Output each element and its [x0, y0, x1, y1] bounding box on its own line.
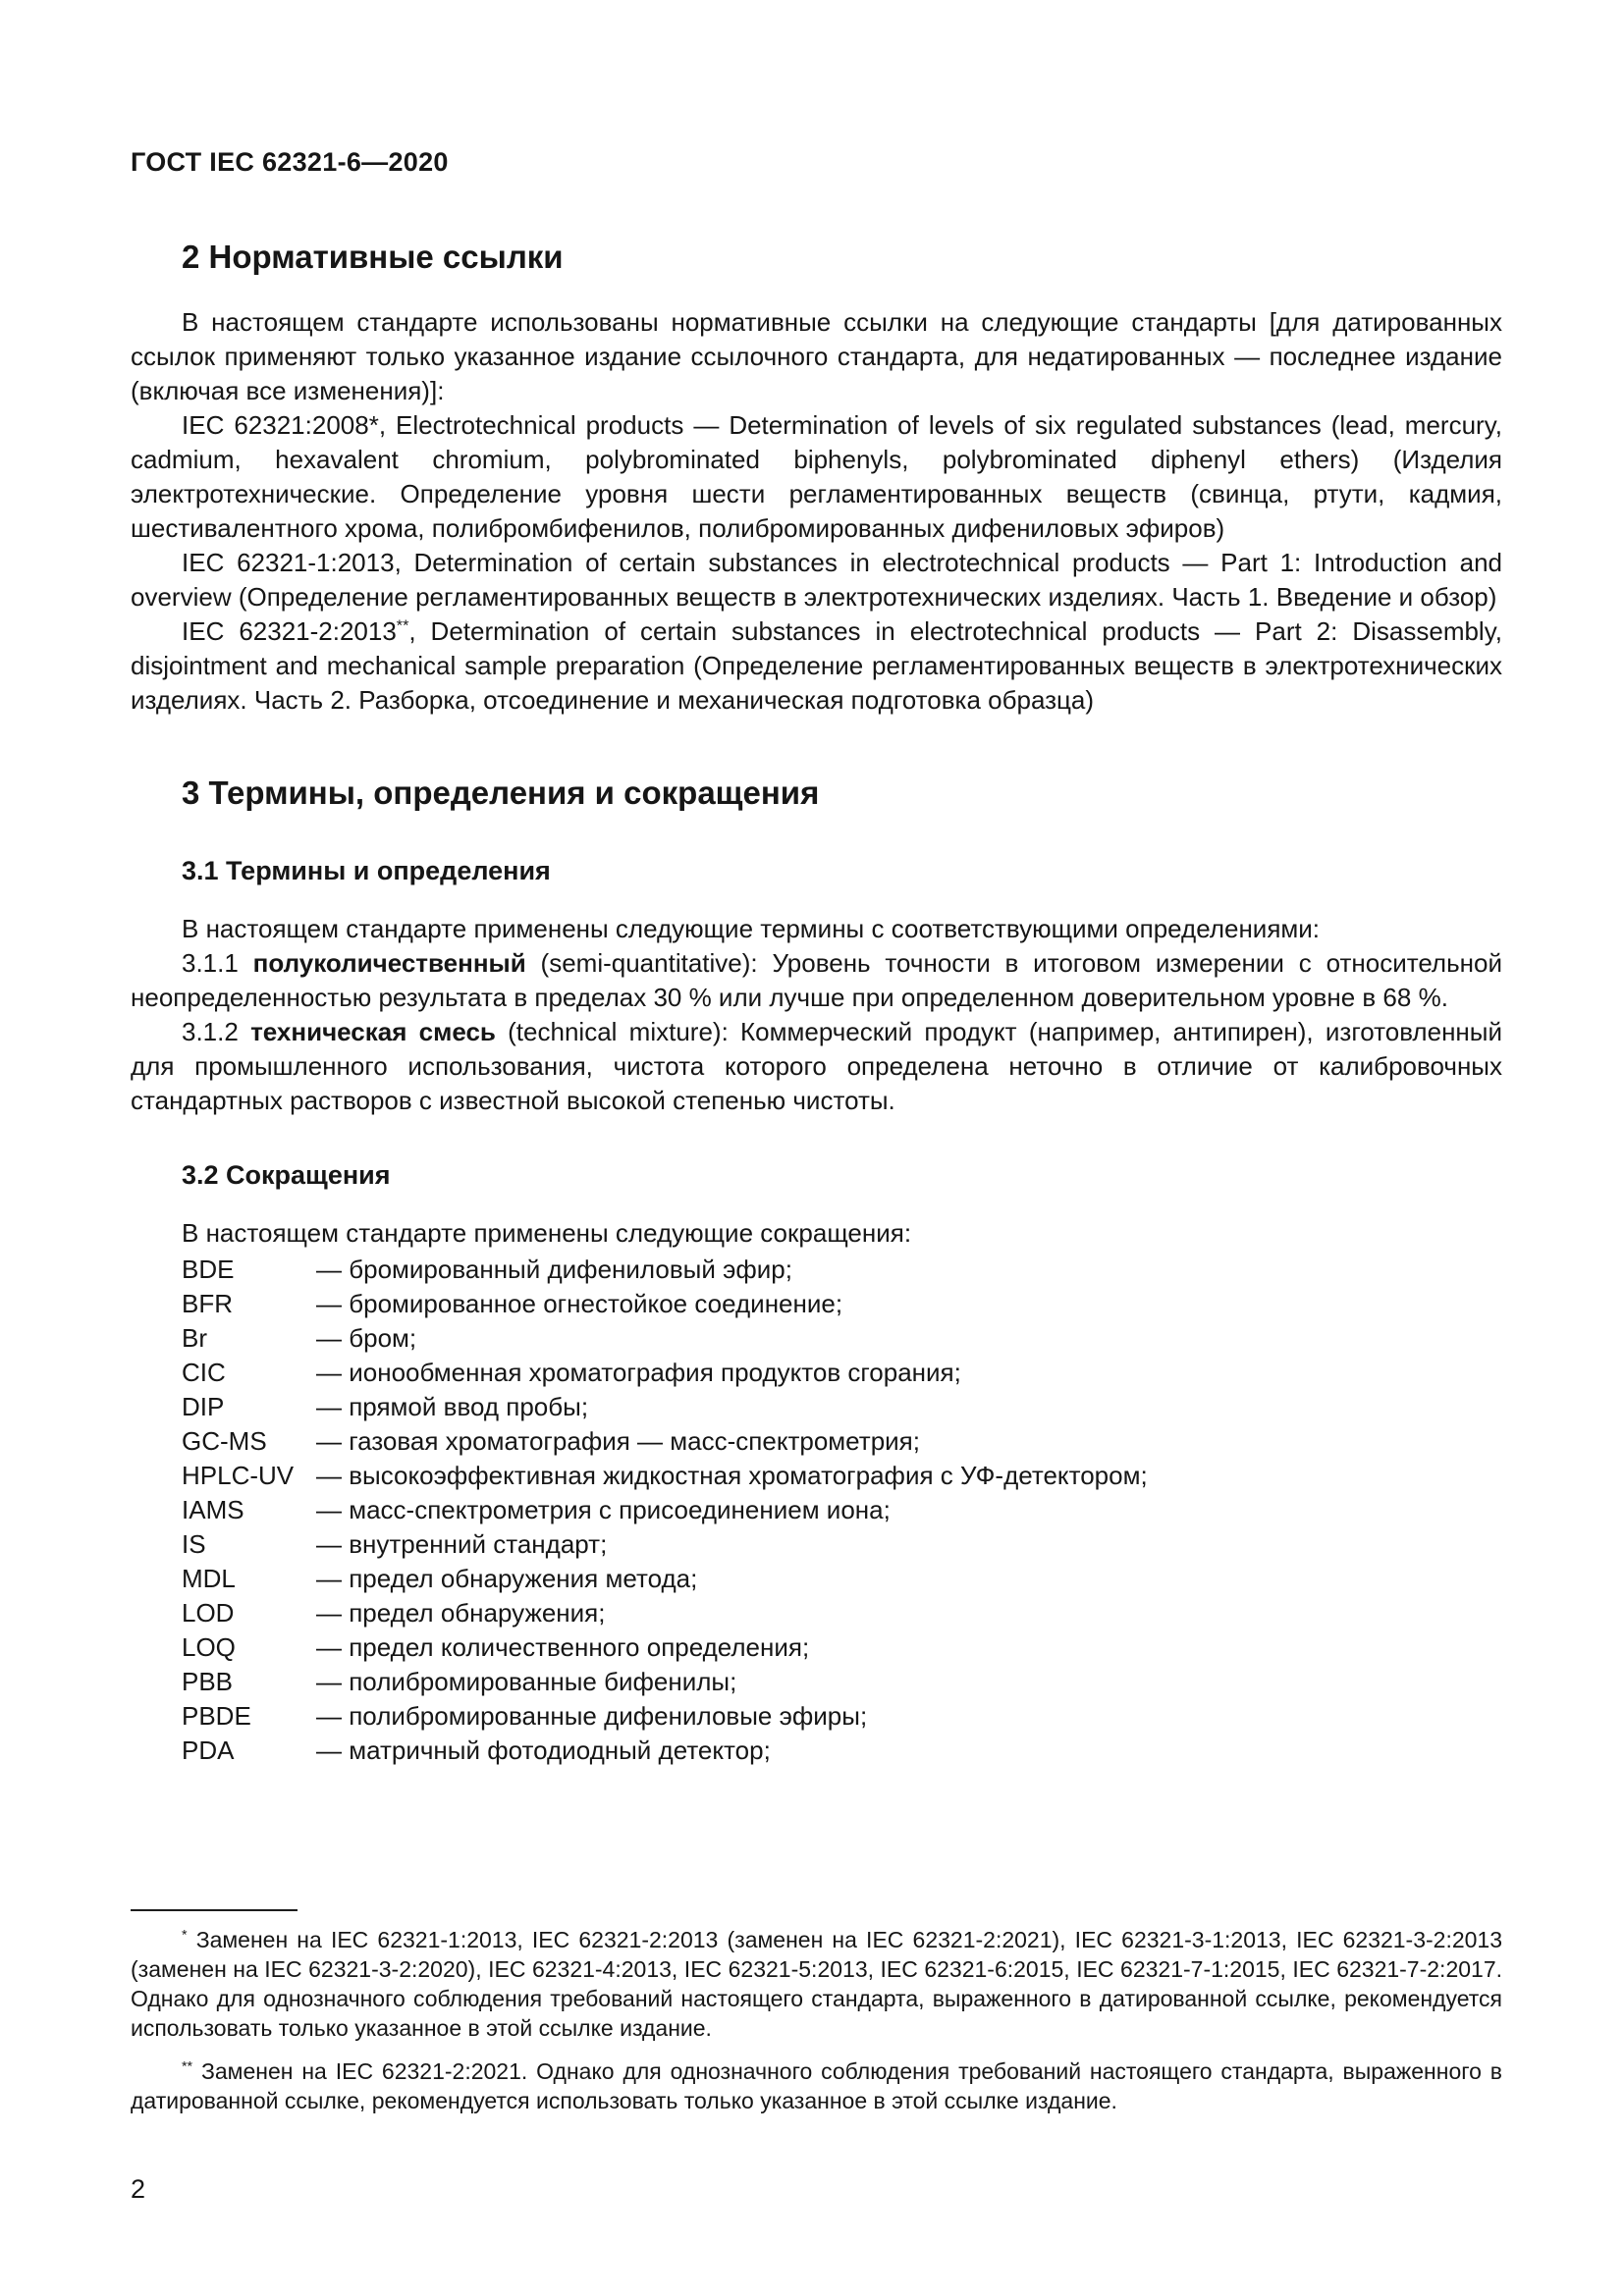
reference-rest: , Determination of certain substances in electrotechnical products — Part 2: Disassembly, disjointment and mechanical sample preparation (Определение регламентированных веществ в электротехнических изделиях. Часть 2. Разборка, отсоединение и механическая подготовка образца) [131, 616, 1503, 715]
abbreviation-code: GC-MS [182, 1426, 267, 1456]
abbreviation-row-pbb [131, 1665, 1502, 1699]
section-3-2-heading: 3.2 Сокращения [182, 1160, 391, 1190]
abbreviation-definition: — высокоэффективная жидкостная хроматография с УФ-детектором; [316, 1461, 1148, 1490]
abbreviation-code: BDE [182, 1255, 235, 1284]
abbreviation-code: CIC [182, 1358, 226, 1387]
footnote-1-text: Заменен на IEC 62321-1:2013, IEC 62321-2:2013 (заменен на IEC 62321-2:2021), IEC 62321-3-1:2013, IEC 62321-3-2:2013 (заменен на IEC 62321-3-2:2020), IEC 62321-4:2013, IEC 62321-5:2013, IEC 62321-6:2015, IEC 62321-7-1:2015, IEC 62321-7-2:2017. Однако для однозначного соблюдения требований настоящего стандарта, выраженного в датированной ссылке, рекомендуется использовать только указанное в этой ссылке издание. [131, 1927, 1503, 2041]
abbreviation-code: PBDE [182, 1701, 251, 1731]
reference-iec-62321-2008: IEC 62321:2008*, Electrotechnical products — Determination of levels of six regulated substances (lead, mercury, cadmium, hexavalent chromium, polybrominated biphenyls, polybrominated diphenyl ethers) (Изделия электротехнические. Определение уровня шести регламентированных веществ (свинца, ртути, кадмия, шестивалентного хрома, полибромбифенилов, полибромированных дифениловых эфиров) [131, 410, 1502, 543]
reference-lead: IEC 62321-2:2013 [182, 616, 397, 646]
term-text: (technical mixture): Коммерческий продукт (например, антипирен), изготовленный для промышленного использования, чистота которого определена неточно в отличие от калибровочных стандартных растворов с известной высокой степенью чистоты. [131, 1017, 1502, 1115]
abbreviation-definition: — матричный фотодиодный детектор; [316, 1735, 771, 1765]
abbreviation-definition: — газовая хроматография — масс-спектрометрия; [316, 1426, 920, 1456]
abbreviation-row-cic [131, 1356, 1502, 1390]
abbreviation-row-pda [131, 1734, 1502, 1768]
term-definition-3-1-1 [131, 946, 1502, 1015]
abbreviation-row-pbde [131, 1699, 1502, 1734]
abbreviation-definition: — полибромированные дифениловые эфиры; [316, 1701, 868, 1731]
page-number: 2 [131, 2174, 146, 2204]
abbreviation-row-br [131, 1321, 1502, 1356]
term-name: техническая смесь [250, 1017, 496, 1046]
terms-intro: В настоящем стандарте применены следующие термины с соответствующими определениями: [182, 914, 1321, 943]
term-name: полуколичественный [252, 948, 526, 978]
abbreviation-code: IAMS [182, 1495, 244, 1524]
abbreviations-intro: В настоящем стандарте применены следующие сокращения: [182, 1218, 912, 1248]
abbreviation-row-loq [131, 1630, 1502, 1665]
abbreviation-row-mdl [131, 1562, 1502, 1596]
abbreviation-definition: — предел количественного определения; [316, 1632, 810, 1662]
abbreviation-code: PDA [182, 1735, 235, 1765]
abbreviation-definition: — бромированное огнестойкое соединение; [316, 1289, 843, 1318]
abbreviation-code: LOD [182, 1598, 235, 1628]
term-number: 3.1.2 [182, 1017, 251, 1046]
abbreviation-code: MDL [182, 1564, 236, 1593]
abbreviation-definition: — бромированный дифениловый эфир; [316, 1255, 792, 1284]
footnote-1-marker: * [182, 1927, 188, 1944]
footnote-separator-rule [131, 1909, 298, 1911]
abbreviation-definition: — прямой ввод пробы; [316, 1392, 589, 1421]
abbreviation-row-hplcuv [131, 1459, 1502, 1493]
abbreviation-definition: — предел обнаружения; [316, 1598, 606, 1628]
abbreviation-definition: — бром; [316, 1323, 417, 1353]
footnote-2 [131, 2056, 1502, 2115]
section-3-1-heading: 3.1 Термины и определения [182, 856, 551, 885]
abbreviation-row-bfr [131, 1287, 1502, 1321]
footnote-1 [131, 1925, 1502, 2043]
section-2-intro: В настоящем стандарте использованы нормативные ссылки на следующие стандарты [для датированных ссылок применяют только указанное издание ссылочного стандарта, для недатированных — последнее издание (включая все изменения)]: [131, 307, 1502, 405]
footnote-2-text: Заменен на IEC 62321-2:2021. Однако для однозначного соблюдения требований настоящего стандарта, выраженного в датированной ссылке, рекомендуется использовать только указанное в этой ссылке издание. [131, 2058, 1503, 2113]
abbreviation-code: BFR [182, 1289, 233, 1318]
abbreviation-definition: — полибромированные бифенилы; [316, 1667, 737, 1696]
abbreviation-code: HPLC-UV [182, 1461, 295, 1490]
abbreviation-row-is [131, 1527, 1502, 1562]
section-2-heading: 2 Нормативные ссылки [182, 239, 564, 275]
abbreviations-list [131, 1253, 1502, 1768]
footnote-2-marker: ** [182, 2058, 193, 2075]
abbreviation-code: IS [182, 1529, 206, 1559]
abbreviation-row-bde [131, 1253, 1502, 1287]
footnote-marker-double-asterisk: ** [396, 616, 409, 635]
abbreviation-definition: — внутренний стандарт; [316, 1529, 608, 1559]
abbreviation-code: PBB [182, 1667, 234, 1696]
term-number: 3.1.1 [182, 948, 253, 978]
abbreviation-code: DIP [182, 1392, 225, 1421]
abbreviation-row-dip [131, 1390, 1502, 1424]
abbreviation-row-gcms [131, 1424, 1502, 1459]
abbreviation-definition: — масс-спектрометрия с присоединением иона; [316, 1495, 891, 1524]
abbreviation-definition: — ионообменная хроматография продуктов сгорания; [316, 1358, 961, 1387]
footnotes-block [131, 1909, 1502, 2129]
abbreviation-row-iams [131, 1493, 1502, 1527]
term-text: (semi-quantitative): Уровень точности в итоговом измерении с относительной неопределенностью результата в пределах 30 % или лучше при определенном доверительном уровне в 68 %. [131, 948, 1502, 1012]
abbreviation-code: Br [182, 1323, 207, 1353]
abbreviation-definition: — предел обнаружения метода; [316, 1564, 698, 1593]
reference-iec-62321-2-2013 [131, 614, 1502, 718]
document-designation: ГОСТ IEC 62321-6—2020 [131, 147, 449, 177]
term-definition-3-1-2 [131, 1015, 1502, 1118]
section-3-heading: 3 Термины, определения и сокращения [182, 774, 820, 811]
reference-iec-62321-1-2013: IEC 62321-1:2013, Determination of certain substances in electrotechnical products — Part 1: Introduction and overview (Определение регламентированных веществ в электротехнических изделиях. Часть 1. Введение и обзор) [131, 548, 1502, 612]
abbreviation-code: LOQ [182, 1632, 236, 1662]
abbreviation-row-lod [131, 1596, 1502, 1630]
